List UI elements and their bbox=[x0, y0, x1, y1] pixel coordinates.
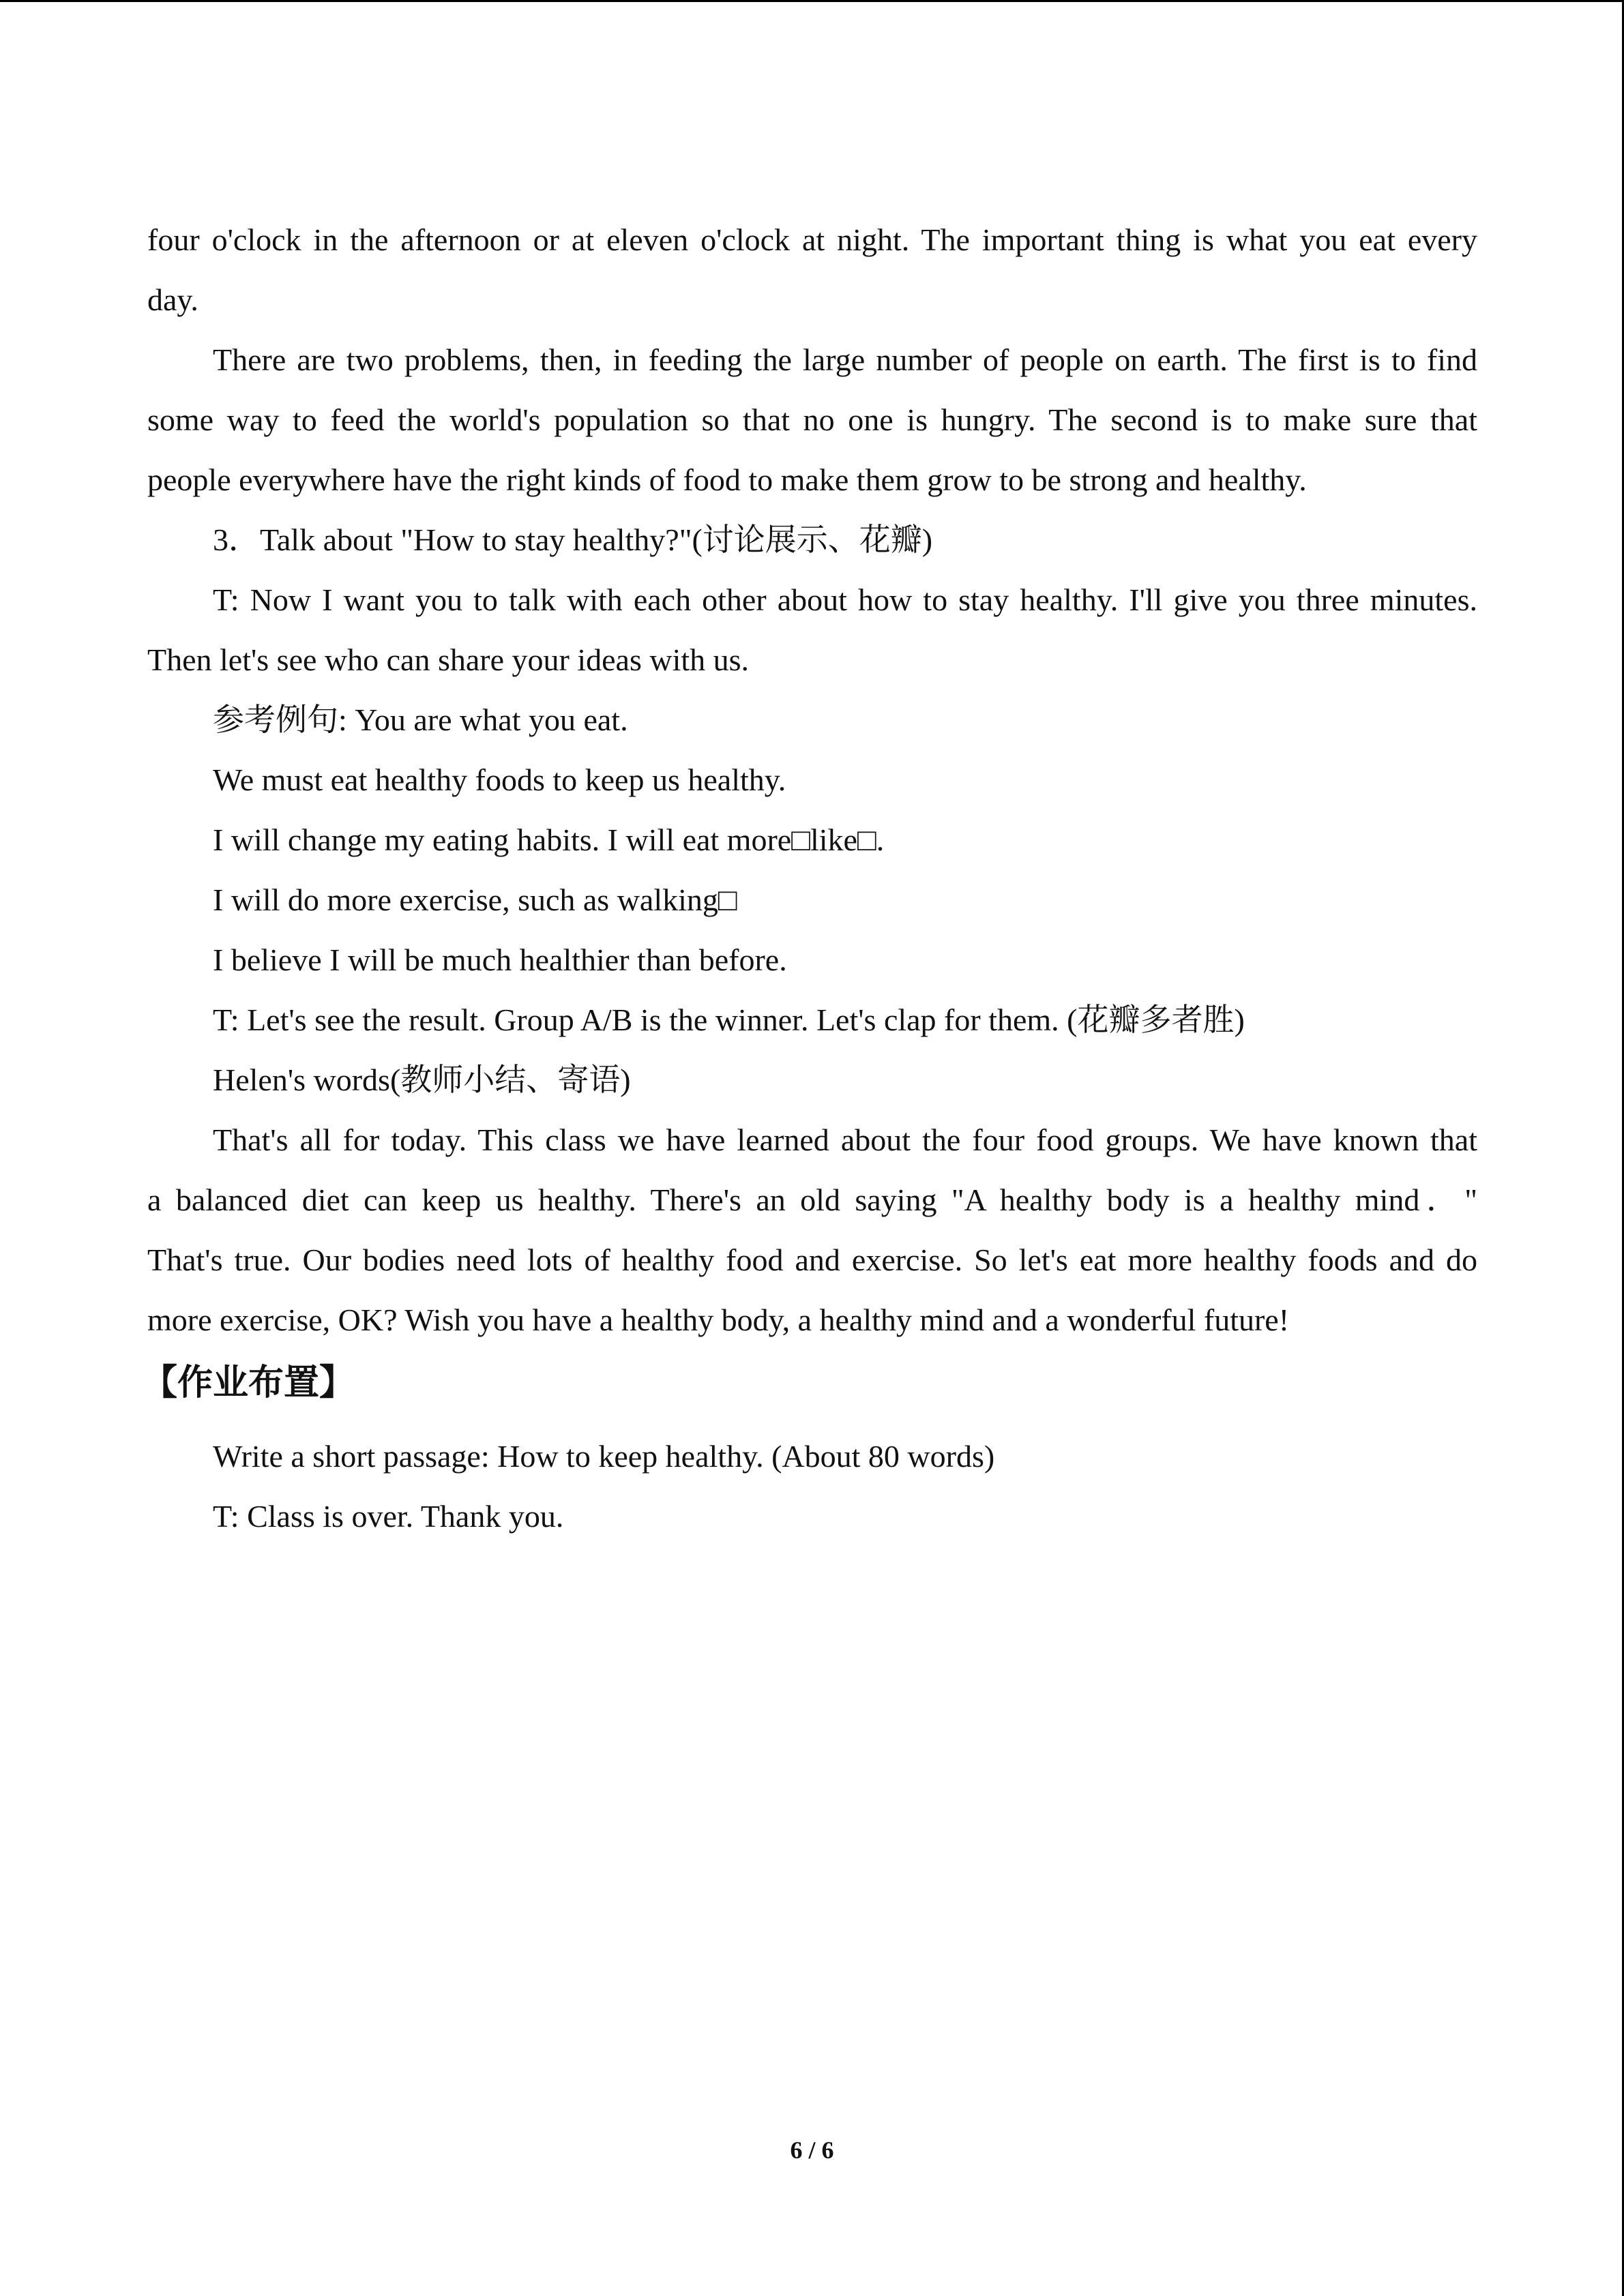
reference-sentence-1: 参考例句: You are what you eat. bbox=[213, 702, 628, 737]
teacher-instruction-line-2: Then let's see who can share your ideas with us. bbox=[147, 642, 750, 677]
closing-paragraph-line-4: more exercise, OK? Wish you have a healthy body, a healthy mind and a wonderful future! bbox=[147, 1302, 1290, 1337]
paragraph-2-line-1: There are two problems, then, in feeding the large number of people on earth. The first is to find bbox=[213, 342, 1477, 377]
homework-task: Write a short passage: How to keep healthy. (About 80 words) bbox=[213, 1439, 995, 1474]
result-line: T: Let's see the result. Group A/B is the winner. Let's clap for them. (花瓣多者胜) bbox=[213, 1002, 1245, 1037]
closing-paragraph-line-1: That's all for today. This class we have learned about the four food groups. We have known that bbox=[213, 1122, 1477, 1157]
reference-sentence-3: I will change my eating habits. I will eat more□like□. bbox=[213, 822, 885, 857]
closing-paragraph-line-3: That's true. Our bodies need lots of healthy food and exercise. So let's eat more healthy foods and do bbox=[147, 1242, 1477, 1277]
helens-words-label: Helen's words(教师小结、寄语) bbox=[213, 1062, 631, 1097]
homework-heading: 【作业布置】 bbox=[142, 1362, 355, 1403]
paragraph-1-line-1: four o'clock in the afternoon or at eleven o'clock at night. The important thing is what you eat every bbox=[147, 222, 1477, 257]
class-over-line: T: Class is over. Thank you. bbox=[213, 1499, 564, 1534]
page-body bbox=[142, 210, 1477, 1547]
section-item-3: 3．Talk about "How to stay healthy?"(讨论展示、花瓣) bbox=[213, 522, 933, 557]
reference-sentence-5: I believe I will be much healthier than before. bbox=[213, 942, 787, 977]
closing-paragraph-line-2: a balanced diet can keep us healthy. There's an old saying "A healthy body is a healthy mind．" bbox=[147, 1182, 1477, 1217]
page-number: 6 / 6 bbox=[790, 2136, 834, 2164]
paragraph-2-line-2: some way to feed the world's population so that no one is hungry. The second is to make sure that bbox=[147, 402, 1477, 437]
paragraph-2-line-3: people everywhere have the right kinds of food to make them grow to be strong and healthy. bbox=[147, 462, 1307, 497]
reference-sentence-4: I will do more exercise, such as walking□ bbox=[213, 882, 737, 917]
teacher-instruction-line-1: T: Now I want you to talk with each other about how to stay healthy. I'll give you three minutes. bbox=[213, 582, 1477, 617]
reference-sentence-2: We must eat healthy foods to keep us healthy. bbox=[213, 762, 786, 797]
paragraph-1-line-2: day. bbox=[147, 282, 198, 317]
